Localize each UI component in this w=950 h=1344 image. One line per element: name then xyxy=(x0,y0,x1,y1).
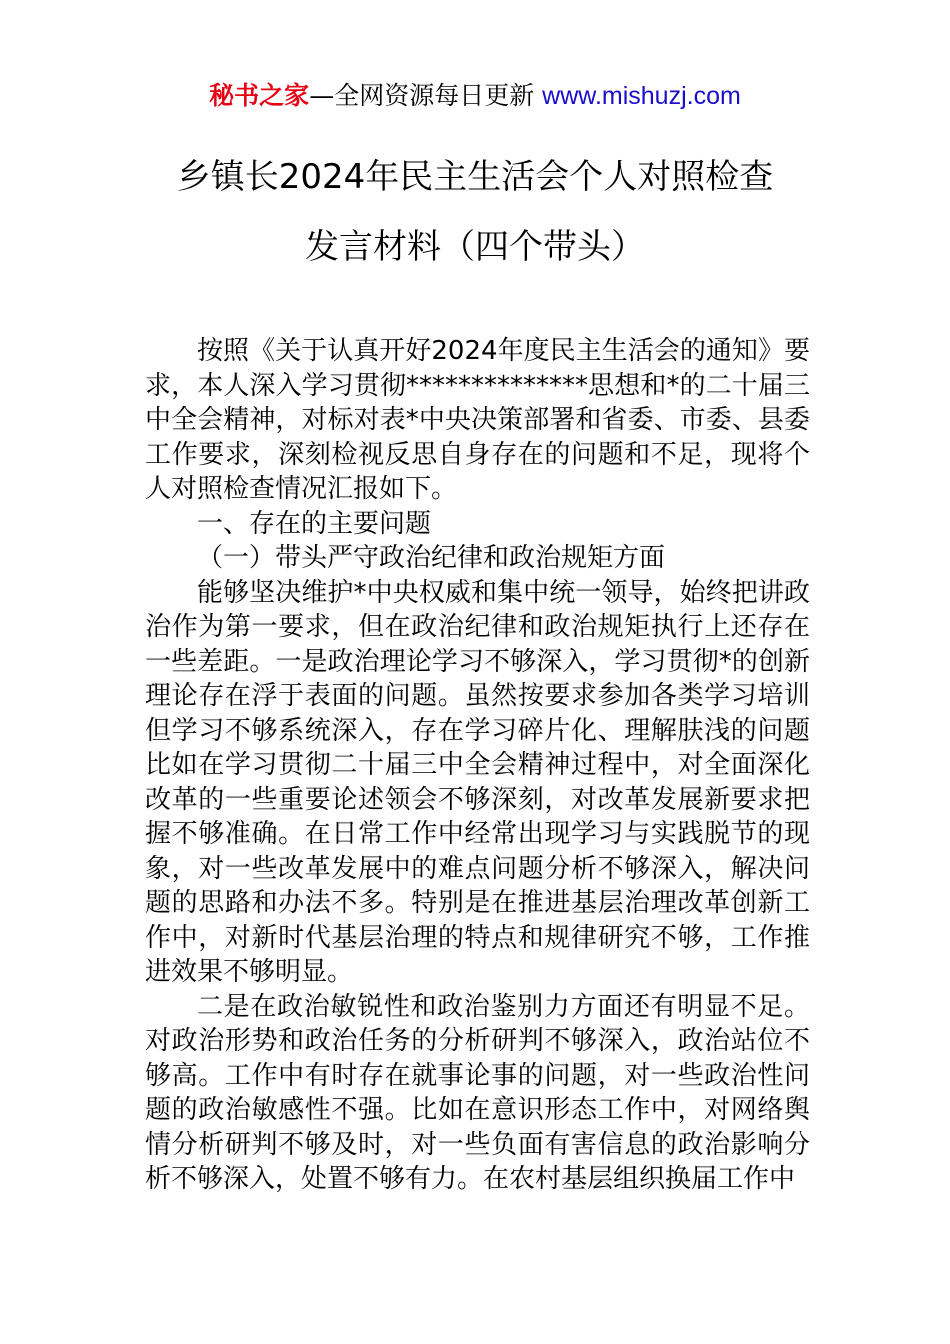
body-paragraph: 能够坚决维护*中央权威和集中统一领导，始终把讲政治作为第一要求，但在政治纪律和政治规矩执行上还存在一些差距。一是政治理论学习不够深入，学习贯彻*的创新理论存在浮于表面的问题。虽然按要求参加各类学习培训但学习不够系统深入，存在学习碎片化、理解肤浅的问题比如在学习贯彻二十届三中全会精神过程中，对全面深化改革的一些重要论述领会不够深刻，对改革发展新要求把握不够准确。在日常工作中经常出现学习与实践脱节的现象，对一些改革发展中的难点问题分析不够深入，解决问题的思路和办法不多。特别是在推进基层治理改革创新工作中，对新时代基层治理的特点和规律研究不够，工作推进效果不够明显。 xyxy=(145,577,810,987)
document-title-line-1: 乡镇长2024年民主生活会个人对照检查 xyxy=(176,157,774,197)
document-body xyxy=(145,334,810,1197)
intro-paragraph: 按照《关于认真开好2024年度民主生活会的通知》要求，本人深入学习贯彻**************思想和*的二十届三中全会精神，对标对表*中央决策部署和省委、市委、县委工作要求，深刻检视反思自身存在的问题和不足，现将个人对照检查情况汇报如下。 xyxy=(145,336,810,504)
body-paragraph: 二是在政治敏锐性和政治鉴别力方面还有明显不足。对政治形势和政治任务的分析研判不够深入，政治站位不够高。工作中有时存在就事论事的问题，对一些政治性问题的政治敏感性不强。比如在意识形态工作中，对网络舆情分析研判不够及时，对一些负面有害信息的政治影响分析不够深入，处置不够有力。在农村基层组织换届工作中 xyxy=(145,991,810,1194)
document-title-line-2: 发言材料（四个带头） xyxy=(305,227,645,267)
site-brand: 秘书之家 xyxy=(209,81,310,110)
subsection-heading: （一）带头严守政治纪律和政治规矩方面 xyxy=(197,543,666,573)
site-tagline: —全网资源每日更新 xyxy=(309,81,535,110)
site-url-link[interactable]: www.mishuzj.com xyxy=(542,82,741,110)
section-heading: 一、存在的主要问题 xyxy=(197,508,432,539)
site-header xyxy=(0,78,950,114)
